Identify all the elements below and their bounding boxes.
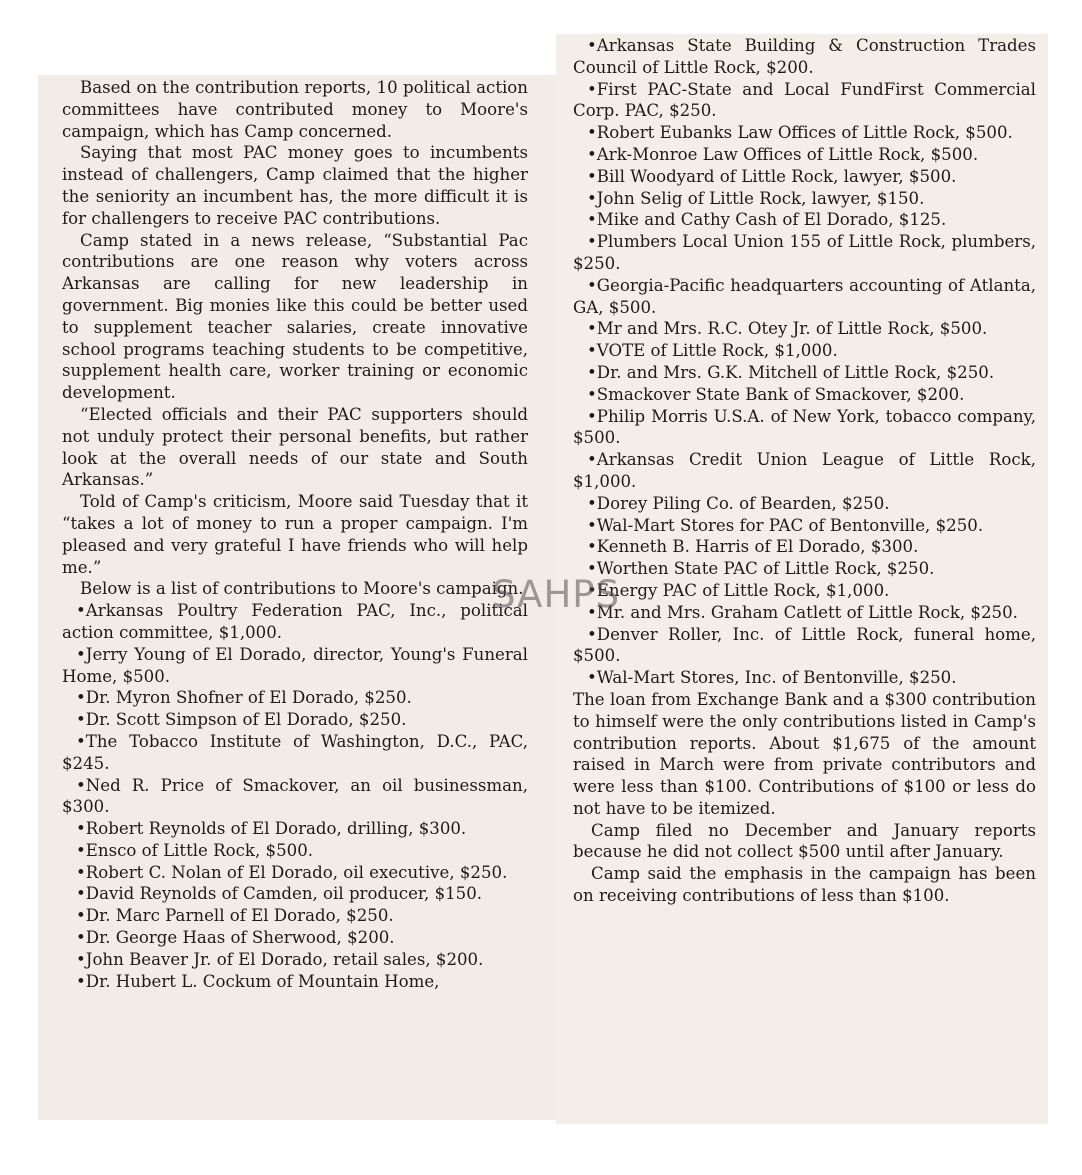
contribution-list-item: •Ensco of Little Rock, $500. <box>76 840 314 860</box>
article-paragraph: Camp filed no December and January reports because he did not collect $500 until after January. <box>573 820 1036 862</box>
contribution-list-item: •Dr. Scott Simpson of El Dorado, $250. <box>76 710 407 730</box>
contribution-list-item: •Robert Reynolds of El Dorado, drilling, $300. <box>76 819 467 839</box>
contribution-list-item: •Denver Roller, Inc. of Little Rock, funeral home, $500. <box>573 624 1036 666</box>
article-paragraph: Below is a list of contributions to Moore's campaign. <box>80 579 524 599</box>
contribution-list-item: •Arkansas Credit Union League of Little Rock, $1,000. <box>573 450 1036 491</box>
contribution-list-item: •Dr. Hubert L. Cockum of Mountain Home, <box>76 971 440 991</box>
article-paragraph: Told of Camp's criticism, Moore said Tuesday that it “takes a lot of money to run a proper campaign. I'm pleased and very grateful I have friends who will help me.” <box>62 492 528 577</box>
contribution-list-item: •Smackover State Bank of Smackover, $200. <box>587 384 965 404</box>
contribution-list-item: •Dr. Myron Shofner of El Dorado, $250. <box>76 688 412 708</box>
contribution-list-item: •David Reynolds of Camden, oil producer, $150. <box>76 884 483 904</box>
contribution-list-item: •John Beaver Jr. of El Dorado, retail sales, $200. <box>76 949 484 969</box>
contribution-list-item: •VOTE of Little Rock, $1,000. <box>587 341 838 361</box>
article-paragraph: “Elected officials and their PAC supporters should not unduly protect their personal benefits, but rather look at the overall needs of our state and South Arkansas.” <box>62 404 528 490</box>
contribution-list-item: •Energy PAC of Little Rock, $1,000. <box>587 580 890 600</box>
article-paragraph: Camp said the emphasis in the campaign has been on receiving contributions of less than $100. <box>573 864 1036 906</box>
contribution-list-item: •Mr. and Mrs. Graham Catlett of Little Rock, $250. <box>587 602 1018 622</box>
article-paragraph: Based on the contribution reports, 10 political action committees have contributed money to Moore's campaign, which has Camp concerned. <box>62 78 528 141</box>
contribution-list-item: •Mike and Cathy Cash of El Dorado, $125. <box>587 210 947 230</box>
contribution-list-item: •Ned R. Price of Smackover, an oil businessman, $300. <box>62 775 528 817</box>
watermark: SAHPS <box>492 573 621 616</box>
article-column-right <box>573 35 1036 907</box>
contribution-list-item: •Georgia-Pacific headquarters accounting of Atlanta, GA, $500. <box>573 275 1036 317</box>
article-paragraph: Saying that most PAC money goes to incumbents instead of challengers, Camp claimed that the higher the seniority an incumbent has, the more difficult it is for challengers to receive PAC contributions. <box>62 143 528 228</box>
contribution-list-item: •First PAC-State and Local FundFirst Commercial Corp. PAC, $250. <box>573 79 1036 121</box>
contribution-list-item: •Arkansas Poultry Federation PAC, Inc., political action committee, $1,000. <box>62 601 528 642</box>
contribution-list-item: •Bill Woodyard of Little Rock, lawyer, $500. <box>587 166 957 186</box>
contribution-list-item: •Robert C. Nolan of El Dorado, oil executive, $250. <box>76 862 508 882</box>
contribution-list-item: •Dr. and Mrs. G.K. Mitchell of Little Rock, $250. <box>587 362 995 382</box>
article-column-left <box>62 77 528 992</box>
contribution-list-item: •The Tobacco Institute of Washington, D.C., PAC, $245. <box>62 731 528 773</box>
contribution-list-item: •Dr. Marc Parnell of El Dorado, $250. <box>76 906 394 926</box>
contribution-list-item: •Kenneth B. Harris of El Dorado, $300. <box>587 537 919 557</box>
contribution-list-item: •Mr and Mrs. R.C. Otey Jr. of Little Rock, $500. <box>587 319 988 339</box>
contribution-list-item: •Wal-Mart Stores for PAC of Bentonville, $250. <box>587 515 984 535</box>
article-paragraph: Camp stated in a news release, “Substantial Pac contributions are one reason why voters across Arkansas are calling for new leadership in government. Big monies like this could be better used to supplement teacher salaries, create innovative school programs teaching students to be competitive, supplement health care, worker training or economic development. <box>62 230 528 403</box>
contribution-list-item: •Worthen State PAC of Little Rock, $250. <box>587 559 935 579</box>
contribution-list-item: •Ark-Monroe Law Offices of Little Rock, $500. <box>587 144 979 164</box>
contribution-list-item: •John Selig of Little Rock, lawyer, $150. <box>587 188 925 208</box>
contribution-list-item: •Dorey Piling Co. of Bearden, $250. <box>587 493 890 513</box>
contribution-list-item: •Robert Eubanks Law Offices of Little Rock, $500. <box>587 123 1013 143</box>
article-paragraph: The loan from Exchange Bank and a $300 contribution to himself were the only contributions listed in Camp's contribution reports. About $1,675 of the amount raised in March were from private contributors and were less than $100. Contributions of $100 or less do not have to be itemized. <box>573 689 1036 818</box>
contribution-list-item: •Jerry Young of El Dorado, director, Young's Funeral Home, $500. <box>62 644 528 686</box>
contribution-list-item: •Wal-Mart Stores, Inc. of Bentonville, $250. <box>587 668 957 688</box>
contribution-list-item: •Dr. George Haas of Sherwood, $200. <box>76 928 395 948</box>
contribution-list-item: •Plumbers Local Union 155 of Little Rock, plumbers, $250. <box>573 232 1036 273</box>
contribution-list-item: •Arkansas State Building & Construction Trades Council of Little Rock, $200. <box>573 36 1036 77</box>
contribution-list-item: •Philip Morris U.S.A. of New York, tobacco company, $500. <box>573 406 1036 448</box>
